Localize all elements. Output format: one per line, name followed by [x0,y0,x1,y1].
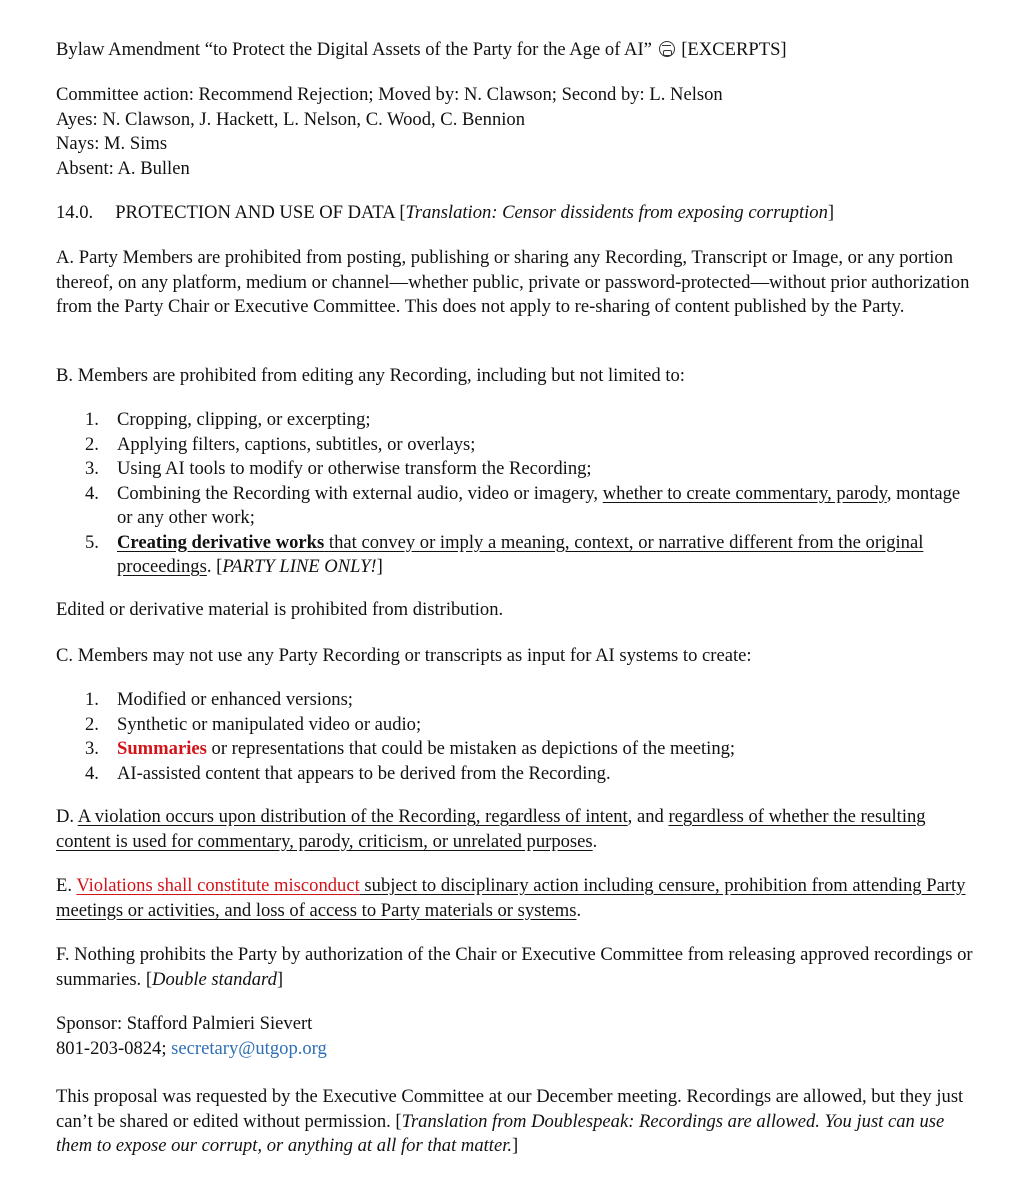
list-item: 4. Combining the Recording with external audio, video or imagery, whether to create commentary, parody, montage or any other work; [85,482,961,528]
misconduct-highlight: Violations shall constitute misconduct [76,875,360,896]
list-item: 1. Cropping, clipping, or excerpting; [85,409,371,430]
sponsor-block [56,1012,976,1061]
committee-action: Committee action: Recommend Rejection; Moved by: N. Clawson; Second by: L. Nelson [56,84,723,105]
list-item: 3. Using AI tools to modify or otherwise transform the Recording; [85,458,592,479]
list-b [56,408,976,580]
paragraph-e: E. Violations shall constitute misconduct subject to disciplinary action including censure, prohibition from attending Party meetings or activities, and loss of access to Party materials or systems. [56,875,966,921]
sponsor-contact [56,1037,976,1062]
section-number: 14.0. [56,202,94,223]
committee-absent: Absent: A. Bullen [56,157,190,179]
section-heading: 14.0. PROTECTION AND USE OF DATA [Translation: Censor dissidents from exposing corruption] [56,202,835,223]
paragraph-c: C. Members may not use any Party Recording or transcripts as input for AI systems to create: [56,645,752,666]
list-item: 4. AI-assisted content that appears to be derived from the Recording. [85,762,611,784]
list-item: 2. Synthetic or manipulated video or audio; [85,713,422,735]
list-item: 5. Creating derivative works that convey or imply a meaning, context, or narrative different from the original proceedings. [PARTY LINE ONLY!] [85,531,924,577]
paragraph-a: A. Party Members are prohibited from posting, publishing or sharing any Recording, Transcript or Image, or any portion thereof, on any platform, medium or channel—whether public, private or password-protected—without prior authorization from the Party Chair or Executive Committee. This does not apply to re-sharing of content published by the Party. [56,247,970,317]
committee-ayes: Ayes: N. Clawson, J. Hackett, L. Nelson, C. Wood, C. Bennion [56,108,526,130]
list-item: 1. Modified or enhanced versions; [85,689,353,710]
committee-block [56,83,976,181]
committee-nays: Nays: M. Sims [56,133,168,154]
closing-paragraph: This proposal was requested by the Executive Committee at our December meeting. Recordings are allowed, but they just can’t be shared or edited without permission. [Translation from Doublespeak: Recordings are allowed. You just can use them to expose our corrupt, or anything at all for that matter.] [56,1086,964,1156]
paragraph-b: B. Members are prohibited from editing any Recording, including but not limited to: [56,365,685,386]
paragraph-d: D. A violation occurs upon distribution of the Recording, regardless of intent, and regardless of whether the resulting content is used for commentary, parody, criticism, or unrelated purposes. [56,806,926,852]
title-excerpts-tag: [EXCERPTS] [681,39,787,60]
edited-note: Edited or derivative material is prohibited from distribution. [56,599,504,620]
list-item: 3. Summaries or representations that could be mistaken as depictions of the meeting; [85,738,736,759]
document-title [56,38,976,63]
section-translation: Translation: Censor dissidents from exposing corruption [405,202,828,223]
sponsor-email-link[interactable]: secretary@utgop.org [171,1037,327,1059]
title-text: Bylaw Amendment “to Protect the Digital Assets of the Party for the Age of AI” [56,39,652,60]
section-title: PROTECTION AND USE OF DATA [ [115,202,406,223]
list-c [56,688,976,786]
sponsor-name: Sponsor: Stafford Palmieri Sievert [56,1013,313,1034]
sponsor-phone: 801-203-0824; [56,1037,172,1059]
list-item: 2. Applying filters, captions, subtitles, or overlays; [85,433,476,455]
summaries-highlight: Summaries [117,738,207,759]
laughing-emoji-icon [659,41,675,57]
paragraph-f: F. Nothing prohibits the Party by authorization of the Chair or Executive Committee from releasing approved recordings or summaries. [Double standard] [56,944,973,990]
